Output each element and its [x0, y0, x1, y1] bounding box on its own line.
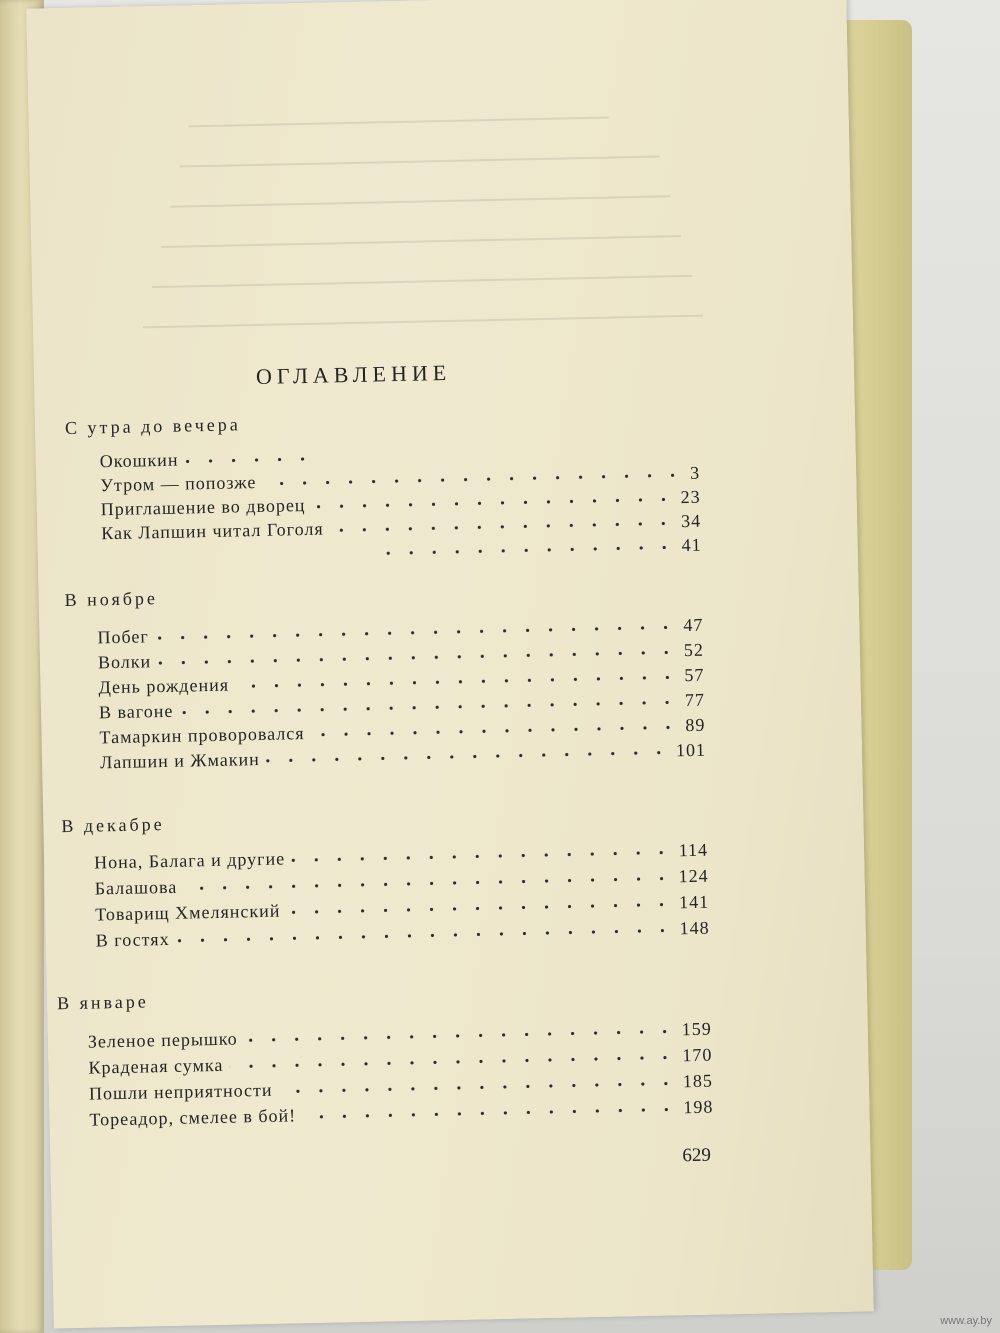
entry-title: Лапшин и Жмакин [99, 749, 260, 773]
entry-page-number: 101 [675, 739, 707, 761]
dot-leader [183, 876, 672, 890]
dot-leader [179, 700, 679, 714]
dot-leader [310, 725, 679, 737]
dot-leader [262, 473, 684, 486]
entry-title: Балашова [94, 876, 178, 899]
entry-page-number: 57 [684, 664, 705, 686]
dot-leader [155, 625, 678, 640]
entry-title: В вагоне [98, 700, 174, 723]
dot-leader [235, 675, 678, 688]
section-heading: В январе [56, 991, 149, 1014]
entry-title: День рождения [98, 674, 230, 698]
entry-page-number: 141 [678, 891, 710, 913]
entry-title: Краденая сумка [88, 1054, 224, 1078]
dot-leader [184, 457, 313, 464]
dot-leader [157, 650, 678, 665]
dot-leader [279, 1081, 677, 1093]
entry-title: Пошли неприятности [88, 1079, 273, 1104]
entry-title: Утром — попозже [100, 472, 257, 496]
section-heading: С утра до вечера [64, 414, 241, 439]
entry-page-number: 124 [678, 865, 709, 887]
entry-title: Приглашение во дворец [100, 494, 306, 520]
dot-leader [286, 902, 673, 914]
toc-title: ОГЛАВЛЕНИЕ [255, 359, 452, 389]
dot-leader [330, 521, 676, 532]
dot-leader [229, 1055, 676, 1068]
table-of-contents [26, 0, 873, 1328]
entry-title: Окошкин [99, 449, 179, 472]
entry-page-number: 114 [678, 839, 709, 861]
entry-title: Побег [97, 626, 149, 648]
entry-title: Товарищ Хмелянский [95, 900, 281, 925]
entry-page-number: 89 [685, 714, 706, 736]
section-heading: В ноябре [64, 588, 159, 611]
entry-page-number: 41 [681, 534, 702, 556]
dot-leader [266, 750, 670, 762]
entry-page-number: 3 [689, 462, 701, 483]
site-watermark: www.ay.by [940, 1315, 992, 1327]
entry-page-number: 47 [683, 614, 704, 636]
entry-page-number: 148 [679, 917, 710, 939]
entry-page-number: 185 [682, 1070, 714, 1092]
dot-leader [176, 928, 674, 942]
entry-title: Нона, Балага и другие [93, 848, 286, 873]
entry-page-number: 159 [681, 1018, 712, 1040]
dot-leader [384, 545, 676, 555]
section-heading: В декабре [61, 814, 165, 837]
entry-page-number: 198 [683, 1096, 714, 1118]
dot-leader [302, 1107, 677, 1119]
entry-page-number: 23 [680, 486, 701, 508]
entry-page-number: 170 [682, 1044, 713, 1066]
book-page [26, 0, 873, 1328]
entry-title: Тамаркин проворовался [99, 723, 305, 748]
dot-leader [311, 497, 674, 509]
dot-leader [244, 1029, 676, 1042]
dot-leader [291, 850, 673, 862]
entry-page-number: 34 [680, 510, 702, 532]
page-folio-number: 629 [682, 1144, 712, 1167]
entry-title: Как Лапшин читал Гоголя [101, 518, 324, 544]
entry-title: Тореадор, смелее в бой! [89, 1105, 297, 1130]
entry-title: Волки [97, 651, 152, 673]
entry-title: В гостях [95, 928, 170, 951]
entry-title: Зеленое перышко [87, 1028, 238, 1052]
entry-page-number: 77 [684, 689, 706, 711]
entry-page-number: 52 [683, 639, 705, 661]
